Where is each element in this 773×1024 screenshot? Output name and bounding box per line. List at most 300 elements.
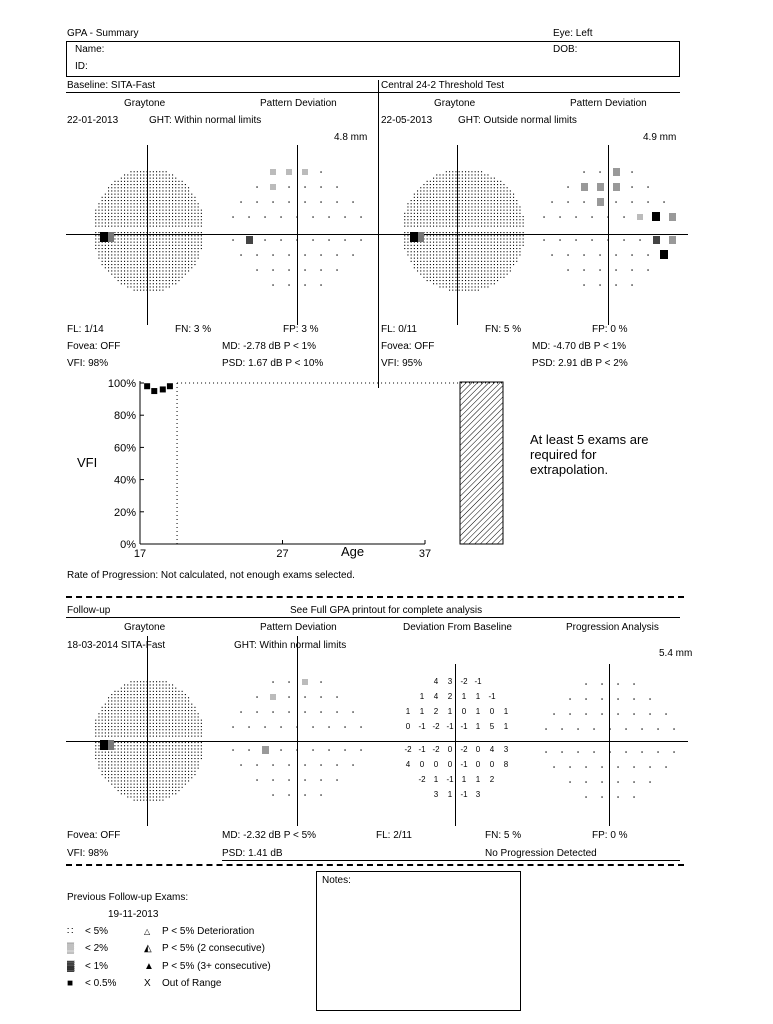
graytone-dot <box>153 796 154 797</box>
graytone-dot <box>191 720 192 721</box>
graytone-dot <box>143 716 144 717</box>
pd-dot <box>593 751 594 752</box>
graytone-dot <box>111 710 112 711</box>
graytone-dot <box>124 713 125 714</box>
graytone-dot <box>124 755 125 756</box>
graytone-dot <box>118 729 119 730</box>
legend-two-consec <box>144 943 265 955</box>
graytone-dot <box>153 723 154 724</box>
pd-dot <box>280 749 281 750</box>
graytone-dot <box>172 790 173 791</box>
graytone-dot <box>140 713 141 714</box>
graytone-dot <box>169 790 170 791</box>
pd-dot <box>304 794 305 795</box>
graytone-dot <box>153 761 154 762</box>
graytone-dot <box>121 768 122 769</box>
graytone-dot <box>153 732 154 733</box>
graytone-dot <box>134 774 135 775</box>
graytone-dot <box>156 697 157 698</box>
graytone-dot <box>114 720 115 721</box>
graytone-dot <box>156 742 157 743</box>
graytone-dot <box>98 716 99 717</box>
graytone-dot <box>95 726 96 727</box>
graytone-dot <box>162 691 163 692</box>
graytone-dot <box>162 710 163 711</box>
graytone-dot <box>188 758 189 759</box>
graytone-dot <box>194 774 195 775</box>
graytone-dot <box>150 681 151 682</box>
deviation-value: 1 <box>419 692 425 701</box>
graytone-dot <box>121 704 122 705</box>
graytone-dot <box>178 729 179 730</box>
graytone-dot <box>134 729 135 730</box>
graytone-dot <box>134 691 135 692</box>
graytone-dot <box>162 745 163 746</box>
graytone-dot <box>143 732 144 733</box>
graytone-dot <box>166 752 167 753</box>
graytone-dot <box>172 691 173 692</box>
graytone-dot <box>156 758 157 759</box>
graytone-dot <box>172 784 173 785</box>
graytone-dot <box>146 796 147 797</box>
graytone-dot <box>182 742 183 743</box>
graytone-dot <box>134 697 135 698</box>
graytone-dot <box>172 793 173 794</box>
graytone-dot <box>172 771 173 772</box>
graytone-dot <box>130 793 131 794</box>
pd-dot <box>288 696 289 697</box>
graytone-dot <box>143 742 144 743</box>
graytone-dot <box>194 726 195 727</box>
graytone-dot <box>130 748 131 749</box>
graytone-dot <box>146 755 147 756</box>
graytone-dot <box>121 736 122 737</box>
graytone-dot <box>166 700 167 701</box>
graytone-dot <box>140 700 141 701</box>
graytone-dot <box>134 784 135 785</box>
graytone-dot <box>105 729 106 730</box>
graytone-dot <box>140 761 141 762</box>
pd-dot <box>569 713 570 714</box>
graytone-dot <box>175 697 176 698</box>
graytone-dot <box>150 726 151 727</box>
graytone-dot <box>198 716 199 717</box>
graytone-dot <box>172 745 173 746</box>
graytone-dot <box>185 764 186 765</box>
graytone-dot <box>156 784 157 785</box>
graytone-dot <box>124 732 125 733</box>
graytone-dot <box>118 755 119 756</box>
graytone-dot <box>127 713 128 714</box>
graytone-dot <box>118 748 119 749</box>
graytone-dot <box>178 764 179 765</box>
pd-dot <box>272 779 273 780</box>
graytone-dot <box>121 761 122 762</box>
graytone-dot <box>98 726 99 727</box>
graytone-dot <box>166 704 167 705</box>
graytone-dot <box>146 742 147 743</box>
graytone-dot <box>198 736 199 737</box>
graytone-dot <box>182 758 183 759</box>
graytone-dot <box>143 787 144 788</box>
x-mark-icon: X <box>144 978 151 989</box>
graytone-dot <box>134 787 135 788</box>
graytone-dot <box>124 761 125 762</box>
deviation-value: 4 <box>405 760 411 769</box>
followup-dfb-title: Deviation From Baseline <box>403 622 512 633</box>
graytone-dot <box>153 688 154 689</box>
graytone-dot <box>172 761 173 762</box>
graytone-dot <box>127 704 128 705</box>
graytone-dot <box>114 694 115 695</box>
graytone-dot <box>140 729 141 730</box>
graytone-dot <box>111 784 112 785</box>
graytone-dot <box>137 742 138 743</box>
graytone-dot <box>153 726 154 727</box>
graytone-dot <box>130 697 131 698</box>
graytone-dot <box>175 688 176 689</box>
graytone-dot <box>166 761 167 762</box>
pd-dot <box>272 764 273 765</box>
deviation-value: -1 <box>418 745 426 754</box>
followup-pd-plot <box>242 670 352 810</box>
graytone-dot <box>159 780 160 781</box>
graytone-dot <box>191 729 192 730</box>
graytone-dot <box>114 774 115 775</box>
graytone-dot <box>185 700 186 701</box>
vfi-y-tick-label: 60% <box>113 442 136 455</box>
deviation-value: -1 <box>488 692 496 701</box>
graytone-dot <box>121 729 122 730</box>
graytone-dot <box>150 796 151 797</box>
graytone-dot <box>108 777 109 778</box>
graytone-dot <box>153 780 154 781</box>
graytone-dot <box>121 755 122 756</box>
legend-p5 <box>67 926 108 938</box>
graytone-dot <box>153 745 154 746</box>
graytone-dot <box>175 793 176 794</box>
graytone-dot <box>153 774 154 775</box>
graytone-dot <box>111 704 112 705</box>
graytone-dot <box>159 796 160 797</box>
graytone-dot <box>150 713 151 714</box>
graytone-dot <box>102 771 103 772</box>
followup-rule <box>66 617 680 618</box>
graytone-dot <box>156 752 157 753</box>
deviation-value: 0 <box>475 760 481 769</box>
graytone-dot <box>114 732 115 733</box>
graytone-dot <box>130 755 131 756</box>
graytone-dot <box>105 761 106 762</box>
graytone-dot <box>162 723 163 724</box>
graytone-dot <box>146 800 147 801</box>
graytone-dot <box>130 764 131 765</box>
pd-dot <box>553 713 554 714</box>
graytone-dot <box>156 716 157 717</box>
graytone-dot <box>178 745 179 746</box>
deviation-value: 1 <box>475 707 481 716</box>
baseline2-date: 22-05-2013 <box>381 115 433 126</box>
graytone-dot <box>156 755 157 756</box>
graytone-dot <box>175 748 176 749</box>
graytone-dot <box>118 723 119 724</box>
graytone-dot <box>118 774 119 775</box>
graytone-dot <box>166 755 167 756</box>
deviation-value: -1 <box>446 722 454 731</box>
graytone-dot <box>137 697 138 698</box>
graytone-dot <box>134 710 135 711</box>
graytone-dot <box>166 707 167 708</box>
graytone-dot <box>118 707 119 708</box>
graytone-dot <box>162 771 163 772</box>
graytone-dot <box>111 758 112 759</box>
graytone-dot <box>143 790 144 791</box>
graytone-dot <box>182 713 183 714</box>
graytone-dot <box>153 694 154 695</box>
pd-dot <box>673 728 674 729</box>
pd-dot <box>665 766 666 767</box>
graytone-dot <box>178 752 179 753</box>
graytone-dot <box>169 726 170 727</box>
graytone-dot <box>172 688 173 689</box>
graytone-dot <box>146 790 147 791</box>
graytone-dot <box>194 729 195 730</box>
graytone-dot <box>198 720 199 721</box>
graytone-dot <box>194 707 195 708</box>
graytone-dot <box>198 742 199 743</box>
graytone-dot <box>146 704 147 705</box>
followup-pd-title: Pattern Deviation <box>260 622 337 633</box>
graytone-dot <box>121 784 122 785</box>
pd-dot <box>641 751 642 752</box>
graytone-dot <box>198 723 199 724</box>
graytone-dot <box>188 707 189 708</box>
graytone-dot <box>178 700 179 701</box>
graytone-dot <box>169 777 170 778</box>
pd-dot <box>569 781 570 782</box>
pd-dot <box>649 766 650 767</box>
legend-p05-text: < 0.5% <box>85 978 117 989</box>
graytone-dot <box>124 707 125 708</box>
graytone-dot <box>169 758 170 759</box>
rate-of-progression: Rate of Progression: Not calculated, not enough exams selected. <box>67 570 355 581</box>
graytone-dot <box>156 720 157 721</box>
graytone-dot <box>150 736 151 737</box>
graytone-dot <box>150 723 151 724</box>
pd-dot <box>601 796 602 797</box>
graytone-dot <box>143 745 144 746</box>
graytone-dot <box>153 777 154 778</box>
graytone-dot <box>178 787 179 788</box>
graytone-dot <box>159 681 160 682</box>
graytone-dot <box>169 684 170 685</box>
deviation-value: 0 <box>447 760 453 769</box>
graytone-dot <box>143 684 144 685</box>
graytone-dot <box>162 713 163 714</box>
graytone-dot <box>127 755 128 756</box>
graytone-dot <box>159 691 160 692</box>
graytone-dot <box>153 716 154 717</box>
graytone-dot <box>166 697 167 698</box>
graytone-dot <box>124 716 125 717</box>
deviation-value: 1 <box>475 722 481 731</box>
graytone-dot <box>191 774 192 775</box>
vfi-ylabel: VFI <box>77 455 98 470</box>
deviation-value: 2 <box>447 692 453 701</box>
extrapolation-region <box>460 382 503 544</box>
legend-three-consec-text: P < 5% (3+ consecutive) <box>162 961 271 972</box>
light-checker-icon: ▒ <box>67 943 75 954</box>
graytone-dot <box>130 716 131 717</box>
graytone-dot <box>140 800 141 801</box>
graytone-dot <box>175 752 176 753</box>
graytone-dot <box>143 758 144 759</box>
graytone-dot <box>153 704 154 705</box>
graytone-dot <box>153 713 154 714</box>
graytone-dot <box>162 697 163 698</box>
graytone-dot <box>198 732 199 733</box>
graytone-dot <box>150 700 151 701</box>
deviation-value: 0 <box>419 760 425 769</box>
graytone-dot <box>134 780 135 781</box>
graytone-dot <box>127 694 128 695</box>
graytone-dot <box>166 771 167 772</box>
graytone-dot <box>140 691 141 692</box>
graytone-dot <box>124 748 125 749</box>
graytone-dot <box>169 764 170 765</box>
deviation-value: 1 <box>419 707 425 716</box>
graytone-dot <box>185 745 186 746</box>
graytone-dot <box>118 771 119 772</box>
graytone-dot <box>143 720 144 721</box>
graytone-dot <box>137 796 138 797</box>
graytone-dot <box>114 736 115 737</box>
graytone-dot <box>182 694 183 695</box>
graytone-dot <box>140 777 141 778</box>
deviation-value: 1 <box>405 707 411 716</box>
graytone-dot <box>166 713 167 714</box>
graytone-dot <box>146 694 147 695</box>
graytone-dot <box>95 745 96 746</box>
graytone-dot <box>162 777 163 778</box>
graytone-dot <box>134 720 135 721</box>
graytone-dot <box>127 768 128 769</box>
graytone-dot <box>118 720 119 721</box>
graytone-dot <box>175 707 176 708</box>
graytone-dot <box>137 780 138 781</box>
notes-box[interactable] <box>316 871 521 1011</box>
graytone-dot <box>108 761 109 762</box>
graytone-dot <box>140 745 141 746</box>
graytone-dot <box>118 694 119 695</box>
pd-dot <box>344 726 345 727</box>
graytone-dot <box>175 755 176 756</box>
deviation-value: -2 <box>432 722 440 731</box>
graytone-dot <box>178 774 179 775</box>
graytone-dot <box>124 752 125 753</box>
pd-dot <box>272 794 273 795</box>
graytone-dot <box>127 710 128 711</box>
graytone-dot <box>159 793 160 794</box>
pd-dot <box>617 796 618 797</box>
graytone-dot <box>127 777 128 778</box>
graytone-dot <box>191 723 192 724</box>
graytone-dot <box>172 704 173 705</box>
graytone-dot <box>124 764 125 765</box>
legend-two-consec-text: P < 5% (2 consecutive) <box>162 943 265 954</box>
graytone-dot <box>137 755 138 756</box>
graytone-dot <box>172 694 173 695</box>
graytone-dot <box>111 752 112 753</box>
followup-md: MD: -2.32 dB P < 5% <box>222 830 317 841</box>
graytone-dot <box>185 697 186 698</box>
graytone-dot <box>169 752 170 753</box>
graytone-dot <box>159 800 160 801</box>
graytone-dot <box>143 707 144 708</box>
graytone-dot <box>191 710 192 711</box>
graytone-dot <box>169 780 170 781</box>
graytone-dot <box>172 716 173 717</box>
graytone-dot <box>169 784 170 785</box>
graytone-dot <box>127 784 128 785</box>
graytone-dot <box>127 729 128 730</box>
graytone-dot <box>121 720 122 721</box>
pd-dot <box>601 781 602 782</box>
graytone-dot <box>137 684 138 685</box>
graytone-dot <box>153 707 154 708</box>
graytone-dot <box>178 732 179 733</box>
graytone-dot <box>194 748 195 749</box>
graytone-dot <box>130 700 131 701</box>
deviation-value: 0 <box>489 760 495 769</box>
legend-p5-text: < 5% <box>85 926 109 937</box>
graytone-dot <box>185 774 186 775</box>
graytone-dot <box>185 758 186 759</box>
graytone-dot <box>146 748 147 749</box>
graytone-dot <box>95 748 96 749</box>
graytone-dot <box>137 713 138 714</box>
graytone-dot <box>185 752 186 753</box>
graytone-dot <box>108 764 109 765</box>
graytone-dot <box>178 713 179 714</box>
graytone-dot <box>127 736 128 737</box>
graytone-dot <box>105 768 106 769</box>
graytone-dot <box>134 796 135 797</box>
graytone-dot <box>188 748 189 749</box>
pd-dot <box>352 711 353 712</box>
graytone-dot <box>182 761 183 762</box>
graytone-dot <box>124 700 125 701</box>
graytone-dot <box>178 777 179 778</box>
graytone-dot <box>140 755 141 756</box>
graytone-dot <box>153 710 154 711</box>
graytone-dot <box>182 787 183 788</box>
graytone-dot <box>156 732 157 733</box>
graytone-dot <box>159 729 160 730</box>
graytone-dot <box>169 691 170 692</box>
graytone-dot <box>166 688 167 689</box>
graytone-dot <box>105 774 106 775</box>
graytone-dot <box>169 713 170 714</box>
graytone-dot <box>114 755 115 756</box>
graytone-dot <box>111 723 112 724</box>
graytone-dot <box>188 777 189 778</box>
graytone-dot <box>140 704 141 705</box>
pd-dot <box>232 726 233 727</box>
graytone-dot <box>121 745 122 746</box>
graytone-dot <box>159 771 160 772</box>
graytone-dot <box>98 736 99 737</box>
